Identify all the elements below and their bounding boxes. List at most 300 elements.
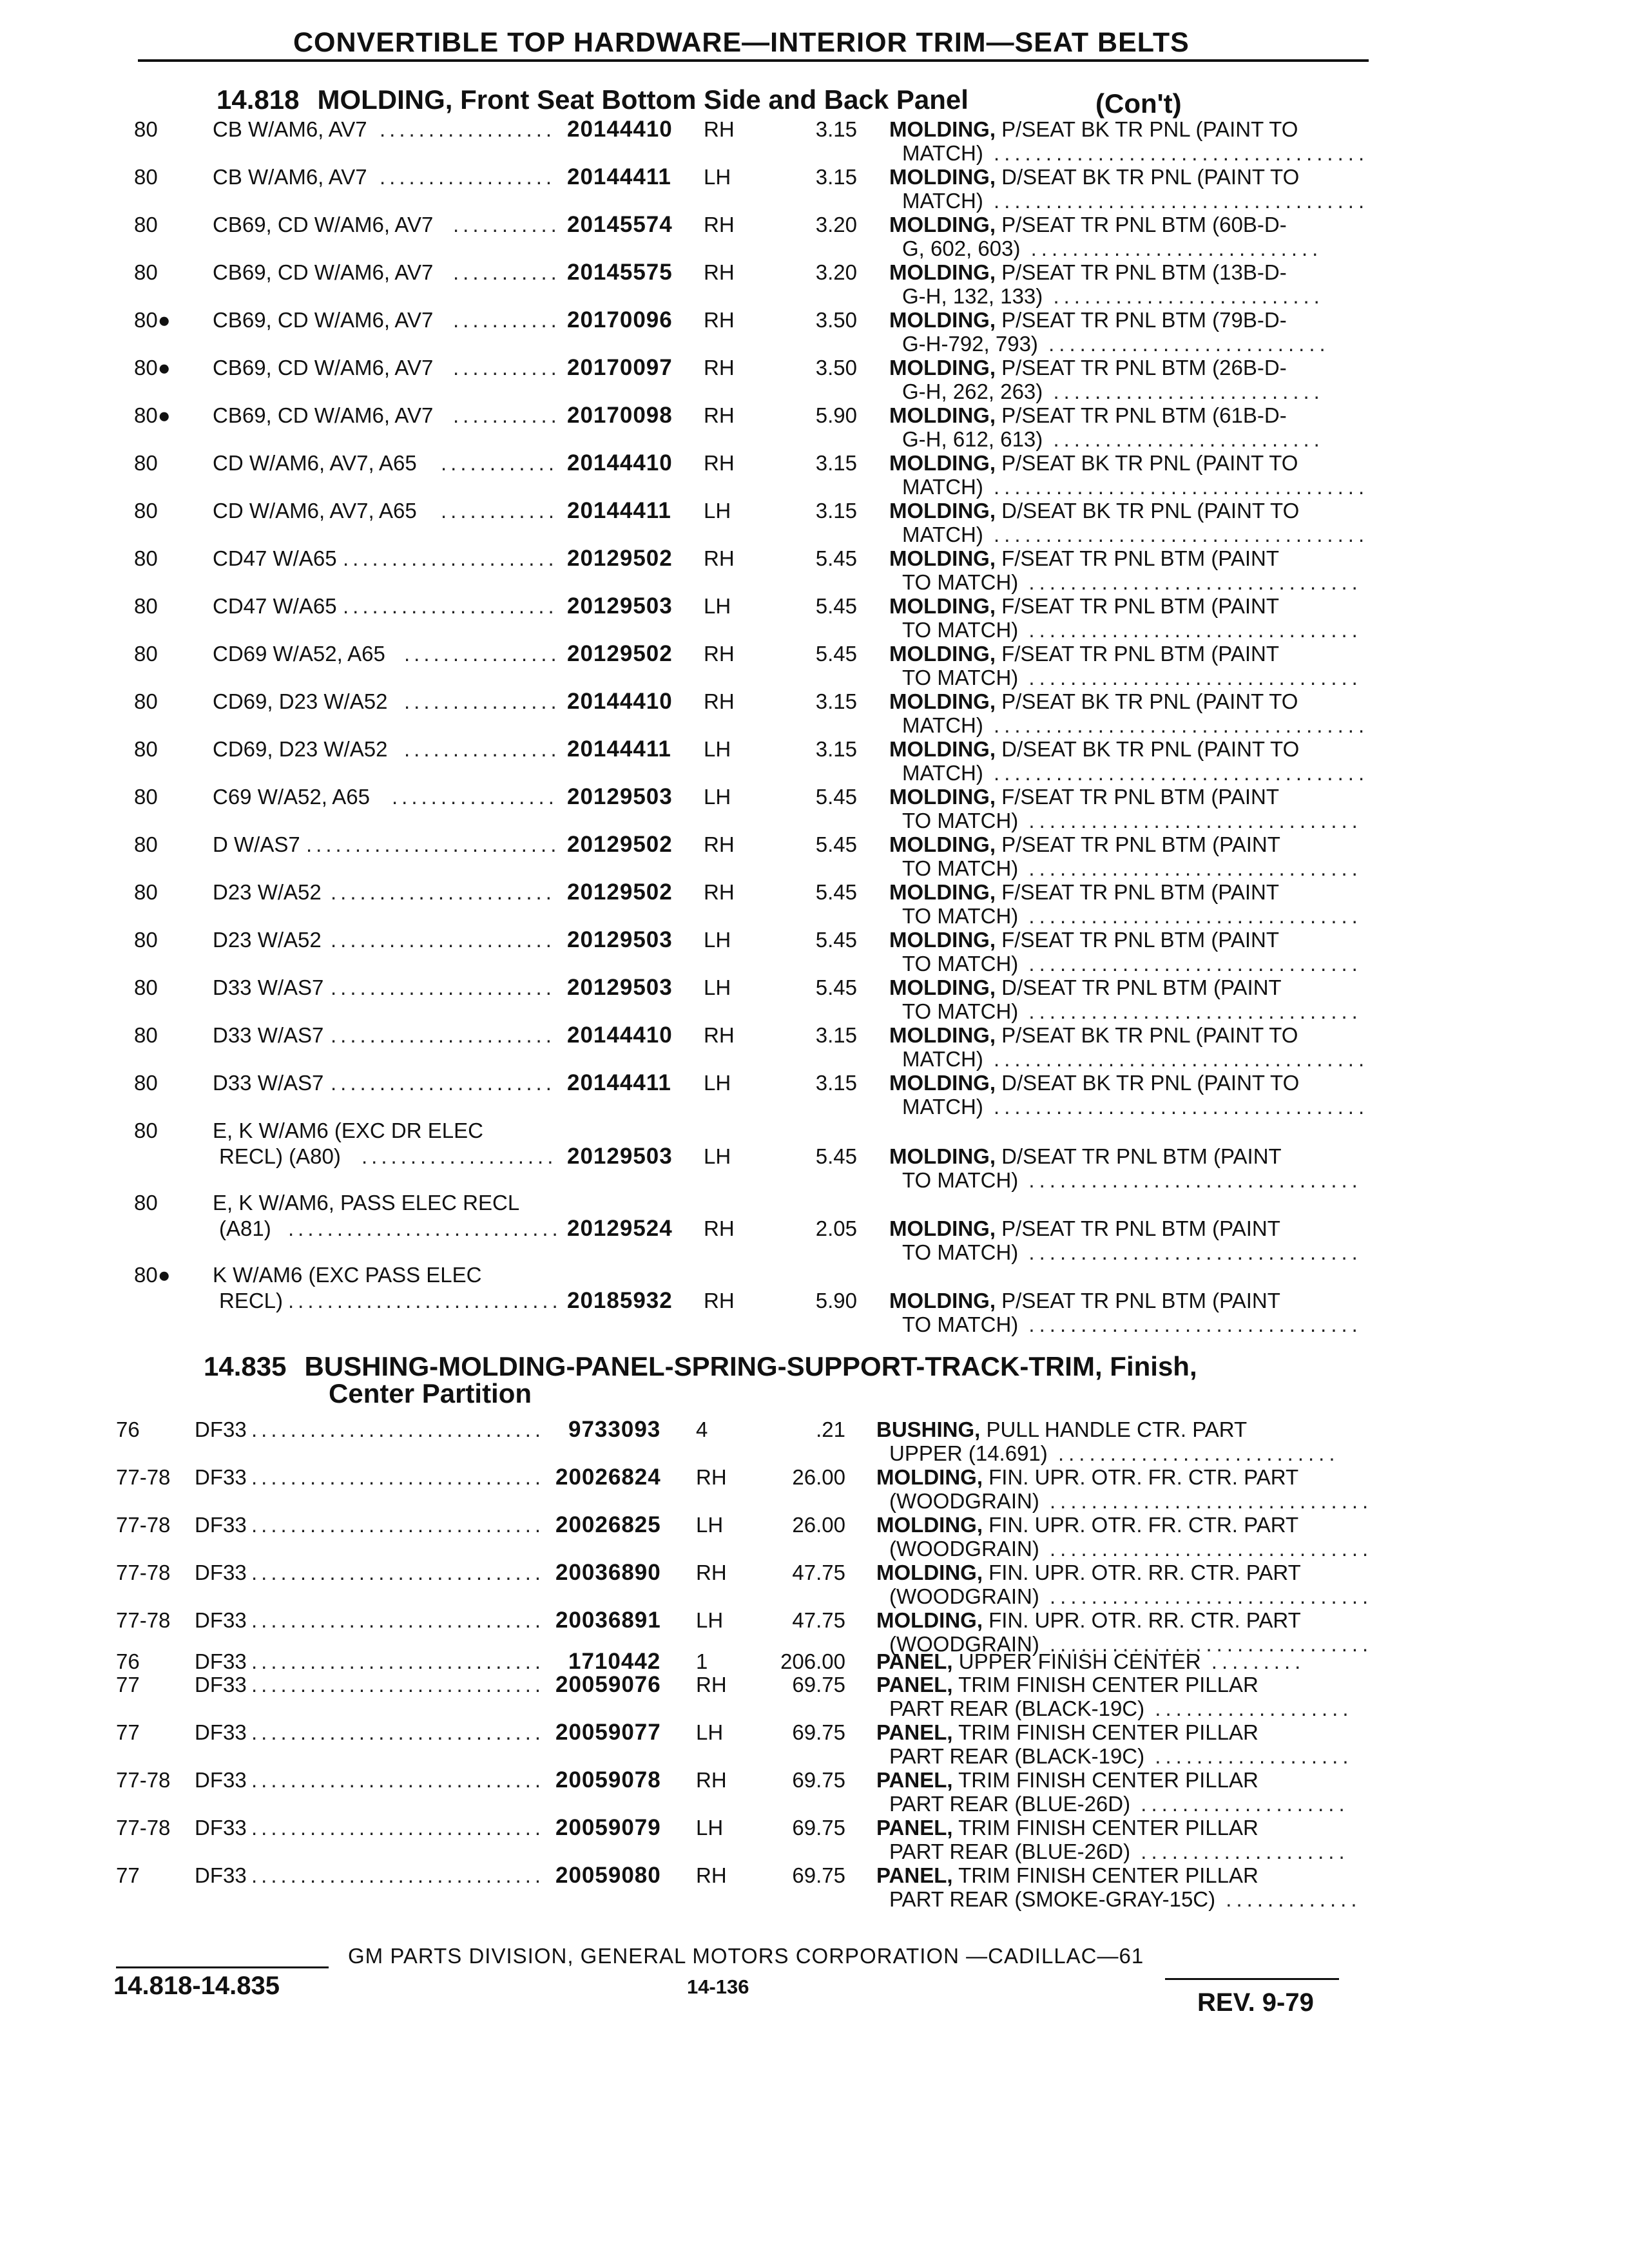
- entry-quantity: LH: [704, 928, 731, 952]
- dot-leader: ..............................: [251, 1720, 545, 1744]
- entry-description-text: D/SEAT TR PNL BTM (PAINT: [995, 1144, 1282, 1168]
- entry-model: C69 W/A52, A65: [213, 785, 370, 809]
- entry-model: CD69, D23 W/A52: [213, 737, 388, 761]
- entry-year: 80●: [134, 1263, 171, 1287]
- dot-leader: ..................: [380, 165, 556, 189]
- entry-description-keyword: MOLDING,: [876, 1513, 983, 1537]
- entry-description-line2-text: G, 602, 603): [902, 236, 1021, 260]
- entry-description-text: P/SEAT BK TR PNL (PAINT TO: [995, 451, 1298, 475]
- entry-description-line2: [902, 618, 1362, 642]
- entry-quantity: LH: [704, 1144, 731, 1168]
- dot-leader: ....................: [1130, 1792, 1349, 1816]
- entry-description-keyword: MOLDING,: [876, 1608, 983, 1632]
- dot-leader: ....................................: [983, 1047, 1369, 1071]
- entry-description-text: P/SEAT TR PNL BTM (60B-D-: [995, 213, 1287, 236]
- entry-part-number: 20129502: [567, 879, 673, 905]
- dot-leader: ...................: [1144, 1696, 1353, 1720]
- entry-quantity: LH: [696, 1720, 724, 1744]
- entry-price: 69.75: [792, 1863, 845, 1887]
- entry-part-number: 20129503: [567, 784, 673, 809]
- entry-model: CB69, CD W/AM6, AV7: [213, 308, 434, 332]
- entry-description-text: UPPER FINISH CENTER: [952, 1649, 1201, 1673]
- footer-revision: REV. 9-79: [1197, 1988, 1314, 2017]
- entry-description: [889, 546, 1279, 570]
- entry-description-keyword: MOLDING,: [889, 975, 996, 999]
- entry-part-number: 20026824: [555, 1465, 661, 1490]
- entry-part-number: 20144411: [567, 498, 671, 523]
- section-title-1: [217, 85, 969, 115]
- footer-rule-left: [116, 1966, 329, 1968]
- entry-quantity: LH: [696, 1608, 724, 1632]
- entry-price: 5.45: [815, 642, 857, 666]
- entry-description-text: D/SEAT BK TR PNL (PAINT TO: [995, 1071, 1300, 1095]
- entry-part-number: 20129502: [567, 641, 673, 666]
- entry-description-line2: [902, 1312, 1362, 1336]
- entry-price: 206.00: [780, 1649, 845, 1673]
- entry-description: [889, 213, 1287, 236]
- entry-description-keyword: MOLDING,: [889, 642, 996, 666]
- entry-description-line2: [902, 1047, 1369, 1071]
- entry-description-line2-text: TO MATCH): [902, 1240, 1019, 1264]
- dot-leader: ....................................: [983, 761, 1369, 785]
- entry-description: [889, 403, 1287, 427]
- entry-year: 80●: [134, 308, 171, 332]
- dot-leader: ...........: [453, 403, 561, 427]
- entry-quantity: RH: [704, 1216, 735, 1240]
- entry-description: [889, 594, 1279, 618]
- entry-description-line2: [889, 1840, 1349, 1863]
- entry-description: [889, 1023, 1298, 1047]
- entry-description-line2: [902, 523, 1369, 546]
- entry-description-keyword: MOLDING,: [889, 308, 996, 332]
- entry-description-line2-text: TO MATCH): [902, 809, 1019, 832]
- entry-description-text: D/SEAT BK TR PNL (PAINT TO: [995, 165, 1300, 189]
- entry-year: 76: [116, 1418, 140, 1441]
- dot-leader: ............................: [288, 1216, 562, 1240]
- dot-leader: ................................: [1018, 999, 1362, 1023]
- section-number: 14.818: [217, 84, 300, 115]
- entry-model: DF33: [195, 1768, 247, 1792]
- dot-leader: ...........: [453, 213, 561, 236]
- dot-leader: ...........: [453, 308, 561, 332]
- entry-part-number: 20129503: [567, 1144, 673, 1169]
- entry-description-line2: [889, 1792, 1349, 1816]
- entry-description-keyword: MOLDING,: [889, 499, 996, 523]
- entry-quantity: RH: [696, 1863, 727, 1887]
- entry-description-text: F/SEAT TR PNL BTM (PAINT: [995, 785, 1280, 809]
- entry-description-line2-text: TO MATCH): [902, 570, 1019, 594]
- entry-model: CD W/AM6, AV7, A65: [213, 499, 417, 523]
- entry-quantity: LH: [696, 1816, 724, 1840]
- entry-part-number: 20036890: [555, 1560, 661, 1585]
- entry-description-line2: [902, 952, 1362, 975]
- dot-leader: ....................: [1130, 1840, 1349, 1863]
- entry-description-keyword: MOLDING,: [889, 165, 996, 189]
- entry-description-line2-text: (WOODGRAIN): [889, 1632, 1039, 1656]
- entry-quantity: RH: [704, 260, 735, 284]
- entry-description-line2-text: TO MATCH): [902, 999, 1019, 1023]
- entry-part-number: 20129503: [567, 593, 673, 619]
- entry-model: CD47 W/A65: [213, 594, 337, 618]
- entry-year: 77-78: [116, 1561, 171, 1584]
- entry-part-number: 20170096: [567, 307, 673, 332]
- entry-model: D23 W/A52: [213, 928, 322, 952]
- entry-model: D23 W/A52: [213, 880, 322, 904]
- entry-description-line2-text: MATCH): [902, 475, 983, 499]
- entry-description-text: F/SEAT TR PNL BTM (PAINT: [995, 928, 1280, 952]
- entry-model: D W/AS7: [213, 832, 300, 856]
- entry-year: 80: [134, 975, 158, 999]
- entry-quantity: RH: [704, 308, 735, 332]
- entry-description-line2: [902, 809, 1362, 832]
- entry-description: [889, 165, 1299, 189]
- entry-description-keyword: MOLDING,: [889, 928, 996, 952]
- entry-description: [889, 642, 1279, 666]
- entry-description-line2: [902, 284, 1324, 308]
- entry-description-text: FIN. UPR. OTR. RR. CTR. PART: [982, 1608, 1301, 1632]
- entry-description-text: FIN. UPR. OTR. FR. CTR. PART: [982, 1465, 1299, 1489]
- entry-quantity: 1: [696, 1649, 708, 1673]
- entry-price: 3.15: [815, 165, 857, 189]
- entry-description-text: D/SEAT BK TR PNL (PAINT TO: [995, 499, 1300, 523]
- dot-leader: ................: [404, 642, 561, 666]
- entry-description-line2: [889, 1887, 1361, 1911]
- entry-model: DF33: [195, 1513, 247, 1537]
- dot-leader: .............: [1215, 1887, 1362, 1911]
- entry-description-line2: [902, 141, 1369, 165]
- dot-leader: .......................: [331, 928, 555, 952]
- dot-leader: ..............................: [251, 1673, 545, 1696]
- dot-leader: .......................: [331, 1071, 555, 1095]
- entry-description-line2: [889, 1441, 1340, 1465]
- entry-year: 80: [134, 1071, 158, 1095]
- entry-description: [889, 499, 1299, 523]
- entry-year: 77: [116, 1720, 140, 1744]
- entry-model: DF33: [195, 1465, 247, 1489]
- dot-leader: .......................: [331, 1023, 555, 1047]
- entry-description-line2-text: PART REAR (SMOKE-GRAY-15C): [889, 1887, 1216, 1911]
- entry-description-line2-text: MATCH): [902, 141, 983, 165]
- entry-description: [876, 1649, 1305, 1673]
- entry-price: 5.45: [815, 975, 857, 999]
- entry-description-text: F/SEAT TR PNL BTM (PAINT: [995, 594, 1280, 618]
- entry-description-keyword: MOLDING,: [889, 737, 996, 761]
- dot-leader: ............................: [1020, 236, 1323, 260]
- entry-description: [889, 880, 1279, 904]
- entry-model: E, K W/AM6, PASS ELEC RECL: [213, 1191, 520, 1215]
- entry-price: 5.45: [815, 785, 857, 809]
- entry-price: 5.45: [815, 928, 857, 952]
- entry-quantity: LH: [704, 1071, 731, 1095]
- entry-model: CD W/AM6, AV7, A65: [213, 451, 417, 475]
- entry-description-keyword: PANEL,: [876, 1768, 953, 1792]
- entry-quantity: LH: [696, 1513, 724, 1537]
- entry-quantity: LH: [704, 975, 731, 999]
- entry-model: D33 W/AS7: [213, 1023, 324, 1047]
- entry-price: 3.50: [815, 356, 857, 380]
- entry-description: [876, 1513, 1298, 1537]
- dot-leader: ....................................: [983, 189, 1369, 213]
- dot-leader: ..........................: [1043, 380, 1324, 403]
- entry-year: 80: [134, 451, 158, 475]
- dot-leader: ................................: [1018, 1240, 1362, 1264]
- dot-leader: ......................: [343, 546, 558, 570]
- entry-description-keyword: MOLDING,: [889, 546, 996, 570]
- entry-description-text: P/SEAT TR PNL BTM (61B-D-: [995, 403, 1287, 427]
- dot-leader: ....................................: [983, 141, 1369, 165]
- entry-description-text: F/SEAT TR PNL BTM (PAINT: [995, 880, 1280, 904]
- dot-leader: ............................: [288, 1289, 562, 1312]
- dot-leader: ..............................: [251, 1561, 545, 1584]
- dot-leader: ..........................: [1043, 284, 1324, 308]
- section-heading: MOLDING, Front Seat Bottom Side and Back Panel: [317, 84, 969, 115]
- entry-description-line2-text: G-H-792, 793): [902, 332, 1038, 356]
- entry-description-keyword: MOLDING,: [889, 403, 996, 427]
- entry-part-number: 20170097: [567, 355, 673, 380]
- entry-year: 80: [134, 642, 158, 666]
- entry-quantity: RH: [696, 1465, 727, 1489]
- entry-price: 5.90: [815, 403, 857, 427]
- entry-description-text: P/SEAT BK TR PNL (PAINT TO: [995, 1023, 1298, 1047]
- entry-quantity: RH: [704, 546, 735, 570]
- entry-quantity: RH: [704, 1289, 735, 1312]
- entry-quantity: RH: [704, 880, 735, 904]
- entry-description-line2-text: MATCH): [902, 713, 983, 737]
- entry-model-line2: RECL) (A80): [219, 1144, 341, 1168]
- dot-leader: ..............................: [251, 1768, 545, 1792]
- entry-price: 3.20: [815, 260, 857, 284]
- dot-leader: ................................: [1018, 1168, 1362, 1192]
- dot-leader: ................: [404, 689, 561, 713]
- entry-description-line2-text: UPPER (14.691): [889, 1441, 1048, 1465]
- dot-leader: ...................: [1144, 1744, 1353, 1768]
- entry-price: 2.05: [815, 1216, 857, 1240]
- entry-description-line2-text: PART REAR (BLUE-26D): [889, 1792, 1131, 1816]
- entry-description-line2-text: TO MATCH): [902, 618, 1019, 642]
- section-heading: BUSHING-MOLDING-PANEL-SPRING-SUPPORT-TRACK-TRIM, Finish,: [304, 1351, 1197, 1381]
- entry-quantity: RH: [704, 1023, 735, 1047]
- entry-description-text: D/SEAT BK TR PNL (PAINT TO: [995, 737, 1300, 761]
- entry-description-keyword: MOLDING,: [889, 1216, 996, 1240]
- entry-description-line2-text: G-H, 132, 133): [902, 284, 1043, 308]
- entry-year: 80: [134, 928, 158, 952]
- entry-description: [889, 737, 1299, 761]
- entry-description-line2: [902, 475, 1369, 499]
- entry-year: 77-78: [116, 1608, 171, 1632]
- entry-model: DF33: [195, 1720, 247, 1744]
- entry-description-keyword: PANEL,: [876, 1816, 953, 1840]
- entry-part-number: 20144410: [567, 450, 673, 476]
- entry-part-number: 20129502: [567, 546, 673, 571]
- entry-description: [876, 1608, 1301, 1632]
- dot-leader: ................................: [1018, 618, 1362, 642]
- entry-part-number: 20144411: [567, 1070, 671, 1095]
- entry-description: [876, 1768, 1258, 1792]
- entry-price: 5.45: [815, 1144, 857, 1168]
- dot-leader: ................................: [1018, 904, 1362, 928]
- entry-description-keyword: MOLDING,: [889, 832, 996, 856]
- entry-description-line2: [902, 1240, 1362, 1264]
- dot-leader: ...........................: [1047, 1441, 1340, 1465]
- entry-description-text: F/SEAT TR PNL BTM (PAINT: [995, 642, 1280, 666]
- entry-model: CB69, CD W/AM6, AV7: [213, 260, 434, 284]
- entry-price: 47.75: [792, 1608, 845, 1632]
- entry-year: 80: [134, 689, 158, 713]
- dot-leader: ....................................: [983, 523, 1369, 546]
- dot-leader: ...........................: [1037, 332, 1330, 356]
- entry-description-keyword: MOLDING,: [889, 213, 996, 236]
- entry-price: 5.45: [815, 546, 857, 570]
- entry-description-text: FIN. UPR. OTR. RR. CTR. PART: [982, 1561, 1301, 1584]
- dot-leader: ..............................: [251, 1418, 545, 1441]
- entry-year: 77: [116, 1863, 140, 1887]
- entry-quantity: LH: [704, 594, 731, 618]
- entry-description-line2-text: MATCH): [902, 1047, 983, 1071]
- entry-description: [889, 928, 1279, 952]
- entry-quantity: RH: [696, 1561, 727, 1584]
- entry-description: [889, 260, 1287, 284]
- entry-price: 69.75: [792, 1816, 845, 1840]
- entry-description-text: FIN. UPR. OTR. FR. CTR. PART: [982, 1513, 1299, 1537]
- entry-description-keyword: MOLDING,: [889, 1023, 996, 1047]
- entry-description-keyword: MOLDING,: [889, 880, 996, 904]
- entry-year: 80: [134, 785, 158, 809]
- entry-part-number: 20036891: [555, 1608, 661, 1633]
- entry-description-line2-text: (WOODGRAIN): [889, 1489, 1039, 1513]
- entry-description-line2: [889, 1584, 1373, 1608]
- entry-price: 69.75: [792, 1768, 845, 1792]
- dot-leader: ................................: [1018, 809, 1362, 832]
- entry-price: 3.15: [815, 451, 857, 475]
- entry-description-keyword: MOLDING,: [889, 785, 996, 809]
- entry-model: K W/AM6 (EXC PASS ELEC: [213, 1263, 482, 1287]
- dot-leader: ..............................: [251, 1608, 545, 1632]
- entry-year: 80: [134, 165, 158, 189]
- entry-description: [876, 1418, 1247, 1441]
- entry-description: [876, 1673, 1258, 1696]
- entry-part-number: 20144410: [567, 689, 673, 714]
- entry-model: E, K W/AM6 (EXC DR ELEC: [213, 1119, 483, 1142]
- entry-model: D33 W/AS7: [213, 975, 324, 999]
- entry-part-number: 20145574: [567, 212, 673, 237]
- entry-description-line2: [902, 1095, 1369, 1119]
- page-title: CONVERTIBLE TOP HARDWARE—INTERIOR TRIM—SEAT BELTS: [293, 27, 1190, 58]
- dot-leader: .......................: [331, 975, 555, 999]
- entry-price: 3.15: [815, 1071, 857, 1095]
- dot-leader: ..................: [380, 117, 556, 141]
- entry-part-number: 20144411: [567, 736, 671, 762]
- entry-price: 26.00: [792, 1513, 845, 1537]
- dot-leader: ...............................: [1039, 1584, 1373, 1608]
- section-title-2: [204, 1352, 1197, 1381]
- entry-year: 80: [134, 737, 158, 761]
- entry-description-line2: [889, 1696, 1353, 1720]
- entry-quantity: RH: [704, 832, 735, 856]
- entry-description-text: P/SEAT TR PNL BTM (26B-D-: [995, 356, 1287, 380]
- section-continued-label: (Con't): [1095, 88, 1182, 119]
- entry-year: 80: [134, 1023, 158, 1047]
- entry-year: 80: [134, 117, 158, 141]
- dot-leader: ...............................: [1039, 1489, 1373, 1513]
- footer-publisher: GM PARTS DIVISION, GENERAL MOTORS CORPORATION —CADILLAC—61: [348, 1944, 1144, 1968]
- entry-description-line2-text: G-H, 262, 263): [902, 380, 1043, 403]
- footer-section-range: 14.818-14.835: [113, 1972, 280, 2000]
- entry-description-line2: [889, 1489, 1373, 1513]
- entry-description-keyword: BUSHING,: [876, 1418, 981, 1441]
- entry-year: 77-78: [116, 1513, 171, 1537]
- entry-price: 5.45: [815, 880, 857, 904]
- entry-description-line2-text: TO MATCH): [902, 1312, 1019, 1336]
- entry-year: 76: [116, 1649, 140, 1673]
- dot-leader: ................................: [1018, 1312, 1362, 1336]
- entry-year: 77: [116, 1673, 140, 1696]
- entry-description-keyword: MOLDING,: [889, 260, 996, 284]
- entry-description-keyword: MOLDING,: [889, 689, 996, 713]
- entry-year: 80: [134, 880, 158, 904]
- section-heading-line2: Center Partition: [329, 1378, 532, 1408]
- entry-part-number: 20144411: [567, 164, 671, 189]
- dot-leader: ...............................: [1039, 1632, 1373, 1656]
- entry-description-line2: [902, 999, 1362, 1023]
- entry-year: 80: [134, 260, 158, 284]
- entry-description-line2: [902, 666, 1362, 689]
- entry-price: 47.75: [792, 1561, 845, 1584]
- entry-description-line2-text: TO MATCH): [902, 904, 1019, 928]
- entry-price: 69.75: [792, 1673, 845, 1696]
- entry-year: 80: [134, 594, 158, 618]
- dot-leader: .......................: [331, 880, 555, 904]
- entry-description-text: TRIM FINISH CENTER PILLAR: [952, 1768, 1258, 1792]
- entry-description-text: F/SEAT TR PNL BTM (PAINT: [995, 546, 1280, 570]
- entry-description-text: TRIM FINISH CENTER PILLAR: [952, 1863, 1258, 1887]
- entry-price: .21: [816, 1418, 845, 1441]
- entry-description-line2: [902, 1168, 1362, 1192]
- entry-quantity: LH: [704, 737, 731, 761]
- entry-model: DF33: [195, 1608, 247, 1632]
- entry-description: [889, 975, 1282, 999]
- entry-year: 80●: [134, 403, 171, 427]
- footer-rule-right: [1165, 1978, 1339, 1980]
- entry-model-line2: RECL): [219, 1289, 284, 1312]
- entry-description: [889, 1071, 1299, 1095]
- entry-description-line2-text: G-H, 612, 613): [902, 427, 1043, 451]
- entry-description-text: PULL HANDLE CTR. PART: [980, 1418, 1248, 1441]
- entry-description-line2: [902, 856, 1362, 880]
- entry-quantity: 4: [696, 1418, 708, 1441]
- entry-model: CB69, CD W/AM6, AV7: [213, 356, 434, 380]
- entry-quantity: RH: [696, 1768, 727, 1792]
- entry-description-keyword: PANEL,: [876, 1720, 953, 1744]
- entry-price: 5.45: [815, 594, 857, 618]
- entry-price: 3.20: [815, 213, 857, 236]
- entry-model: CD47 W/A65: [213, 546, 337, 570]
- entry-description-line2: [902, 236, 1322, 260]
- dot-leader: ............: [441, 499, 559, 523]
- entry-description: [876, 1863, 1258, 1887]
- entry-description-line2-text: TO MATCH): [902, 1168, 1019, 1192]
- entry-description: [876, 1720, 1258, 1744]
- entry-part-number: 20059078: [555, 1767, 661, 1792]
- entry-description-line2-text: (WOODGRAIN): [889, 1537, 1039, 1561]
- dot-leader: ..............................: [251, 1513, 545, 1537]
- entry-description-keyword: MOLDING,: [889, 1289, 996, 1312]
- entry-quantity: RH: [704, 213, 735, 236]
- entry-description-line2: [902, 427, 1324, 451]
- entry-description-line2-text: TO MATCH): [902, 856, 1019, 880]
- dot-leader: ...........: [453, 356, 561, 380]
- footer-page-number: 14-136: [687, 1975, 749, 1998]
- dot-leader: ..............................: [251, 1816, 545, 1840]
